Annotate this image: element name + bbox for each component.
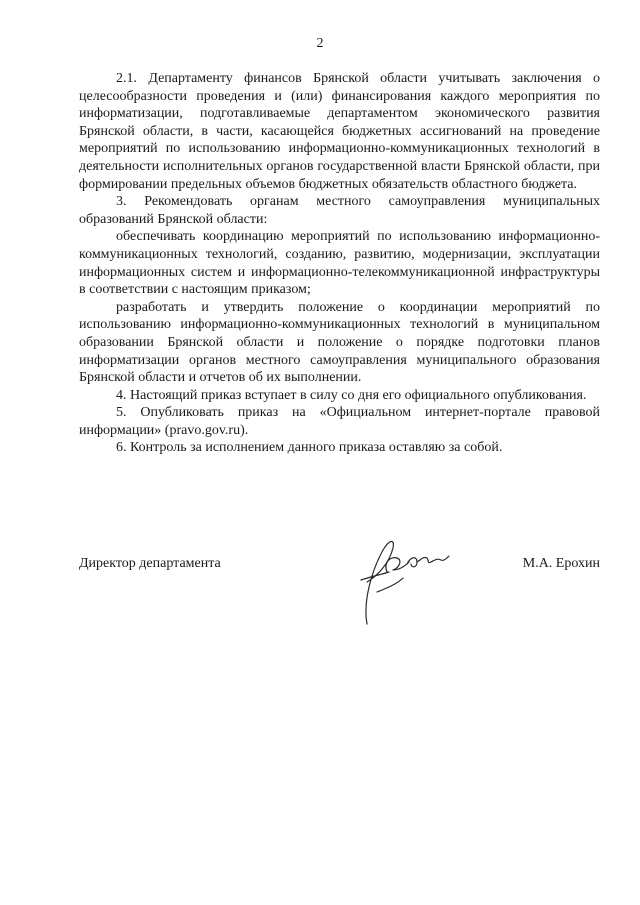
handwritten-signature — [337, 532, 457, 632]
signature-block — [79, 556, 600, 636]
page-number: 2 — [316, 36, 324, 51]
paragraph-3: 3. Рекомендовать органам местного самоуправления муниципальных образований Брянской области: — [79, 194, 600, 227]
paragraph-4: 4. Настоящий приказ вступает в силу со дня его официального опубликования. — [116, 387, 587, 403]
paragraph-6: 6. Контроль за исполнением данного приказа оставляю за собой. — [116, 440, 503, 456]
paragraph-5: 5. Опубликовать приказ на «Официальном интернет-портале правовой информации» (pravo.gov.ru). — [79, 405, 600, 438]
paragraph-2-1: 2.1. Департаменту финансов Брянской области учитывать заключения о целесообразности проведения и (или) финансирования каждого мероприятия по информатизации, подготавливаемые департаментом экономического развития Брянской области, в части, касающейся бюджетных ассигнований на проведение мероприятий по использованию информационно-коммуникационных технологий в деятельности исполнительных органов государственной власти Брянской области, при формировании предельных объемов бюджетных обязательств областного бюджета. — [79, 71, 600, 192]
signer-name: М.А. Ерохин — [522, 556, 600, 571]
paragraph-3-item-1: обеспечивать координацию мероприятий по использованию информационно-коммуникационных технологий, созданию, развитию, модернизации, эксплуатации информационных систем и информационно-телекоммуникационной инфраструктуры в соответствии с настоящим приказом; — [79, 229, 600, 298]
document-body — [79, 70, 600, 457]
signer-title: Директор департамента — [79, 556, 221, 571]
paragraph-3-item-2: разработать и утвердить положение о координации мероприятий по использованию информационно-коммуникационных технологий в муниципальном образовании Брянской области и положение о порядке подготовки планов информатизации органов местного самоуправления муниципального образования Брянской области и отчетов об их выполнении. — [79, 299, 600, 386]
